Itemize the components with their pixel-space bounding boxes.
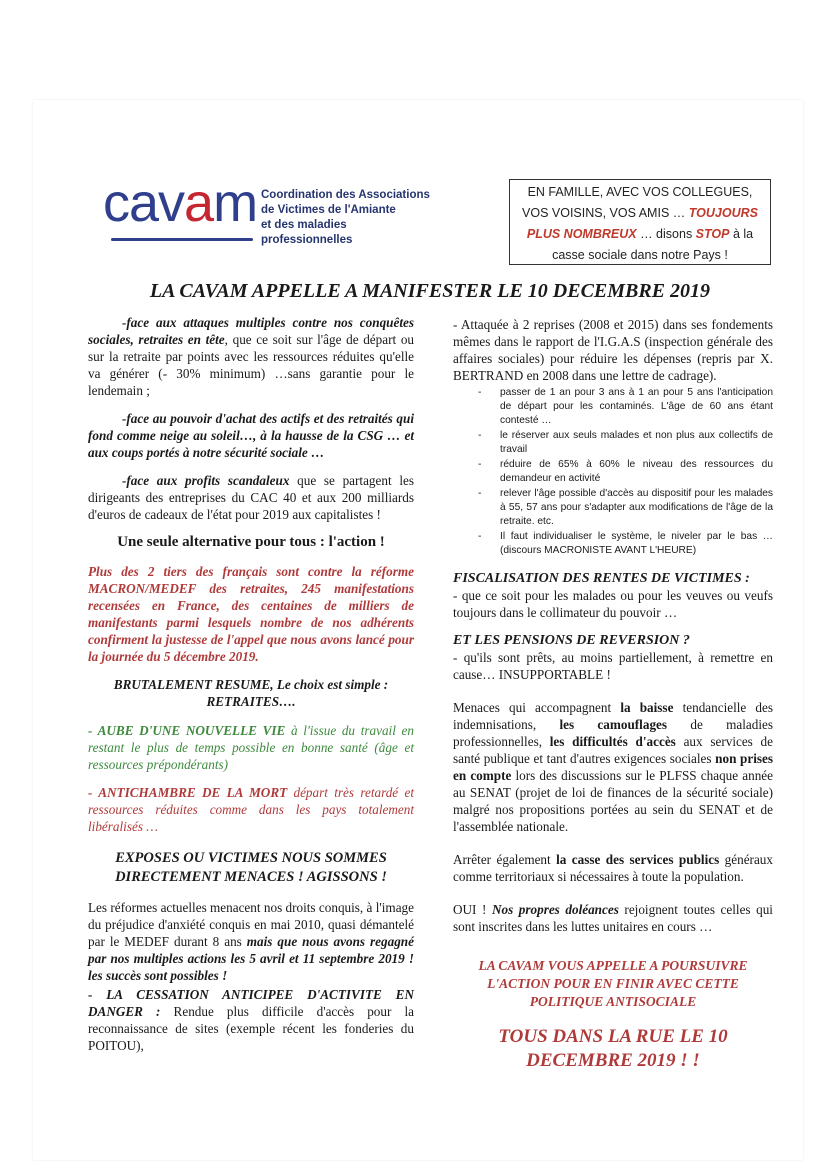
brutalement-line2: RETRAITES…. [206, 694, 296, 709]
para-pouvoir-achat: -face au pouvoir d'achat des actifs et des retraités qui fond comme neige au soleil…, à la hausse de la CSG … et aux coups portés à notre sécurité sociale … [88, 411, 414, 460]
callout-text-1: EN FAMILLE, AVEC VOS COLLEGUES, VOS VOISINS, VOS AMIS … [522, 185, 753, 220]
dash-bullet: - [478, 531, 482, 542]
menaces-bold-3: les difficultés d'accès [549, 734, 676, 749]
logo-letter-m: m [213, 173, 258, 233]
dash-bullet: - [478, 430, 482, 441]
section-title-alternative: Une seule alternative pour tous : l'action ! [117, 534, 385, 550]
list-item [478, 429, 773, 457]
brutalement-line1: BRUTALEMENT RESUME, Le choix est simple : [113, 677, 389, 692]
logo-underline [111, 238, 253, 241]
para-attaquee: - Attaquée à 2 reprises (2008 et 2015) dans ses fondements mêmes dans le rapport de l'I.G.A.S (inspection générale des affaires sociales) pour réduire les dépenses (repris par X. BERTRAND en 2008 dans une lettre de cadrage). [453, 317, 773, 383]
para-cessation [88, 986, 414, 1054]
closing-appeal: LA CAVAM VOUS APPELLE A POURSUIVRE L'ACTION POUR EN FINIR AVEC CETTE POLITIQUE ANTISOCIALE [478, 958, 748, 1009]
para-aube-bold: - AUBE D'UNE NOUVELLE VIE [88, 723, 286, 738]
right-column [453, 316, 773, 1073]
para-profits-bold: -face aux profits scandaleux [122, 473, 290, 488]
para-cessation-rest: Rendue plus difficile d'accès pour la reconnaissance de sites (exemple récent les fonderies du POITOU), [88, 1004, 414, 1053]
logo-subtitle [261, 188, 433, 248]
dash-bullet: - [478, 459, 482, 470]
para-reformes [88, 899, 414, 984]
logo-letter-a-red: a [184, 173, 214, 233]
cavam-logo [103, 175, 433, 251]
arreter-bold: la casse des services publics [556, 852, 720, 867]
logo-subtitle-line3: et des maladies professionnelles [261, 219, 353, 246]
para-fiscalisation: - que ce soit pour les malades ou pour les veuves ou veufs toujours dans le collimateur du pouvoir … [453, 588, 773, 620]
title-exposes [88, 849, 414, 887]
para-arreter [453, 851, 773, 885]
para-pensions: - qu'ils sont prêts, au moins partiellement, à remettre en cause… INSUPPORTABLE ! [453, 650, 773, 682]
para-profits-rest: que se partagent les dirigeants des entreprises du CAC 40 et aux 200 milliards d'euros de cadeaux de l'état pour 2019 aux capitalistes ! [88, 473, 414, 522]
callout-stop: STOP [695, 227, 730, 241]
title-pensions: ET LES PENSIONS DE REVERSION ? [453, 633, 690, 648]
para-menaces [453, 699, 773, 835]
menaces-text-2: tendancielle des indemnisations, [453, 700, 774, 732]
para-doleances [453, 901, 773, 935]
title-exposes-line1: EXPOSES OU VICTIMES NOUS SOMMES [115, 850, 387, 866]
para-antichambre-bold: - ANTICHAMBRE DE LA MORT [88, 785, 288, 800]
list-item [478, 487, 773, 529]
doleances-text: rejoignent toutes celles qui sont inscrites dans les luttes unitaires en cours … [453, 902, 773, 934]
para-manifestations: Plus des 2 tiers des français sont contre la réforme MACRON/MEDEF des retraites, 245 manifestations recensées en France, des centaines de milliers de manifestants parmi lesquels nombre de nos adhérents confirment la justesse de l'appel que nous avons lancé pour la journée du 5 décembre 2019. [88, 564, 414, 664]
logo-wordmark [103, 173, 257, 233]
title-fiscalisation: FISCALISATION DES RENTES DE VICTIMES : [453, 571, 750, 586]
para-reformes-rest: Les réformes actuelles menacent nos droits conquis, à l'image du préjudice d'anxiété conquis en mai 2010, quasi démantelé par le MEDEF durant 8 ans [88, 900, 414, 949]
list-item [478, 458, 773, 486]
measures-list [453, 386, 773, 558]
dash-bullet: - [478, 387, 482, 398]
headline: LA CAVAM APPELLE A MANIFESTER LE 10 DECEMBRE 2019 [149, 280, 711, 302]
callout-text-3: … disons [636, 227, 696, 241]
logo-letter-c: c [103, 173, 129, 233]
para-cessation-bold: - LA CESSATION ANTICIPEE D'ACTIVITE EN DANGER : [88, 987, 414, 1019]
brutalement-resume [88, 676, 414, 710]
dash-bullet: - [478, 488, 482, 499]
closing-rally: TOUS DANS LA RUE LE 10 DECEMBRE 2019 ! ! [498, 1026, 728, 1071]
doleances-bold: Nos propres doléances [491, 902, 619, 917]
list-item-text: passer de 1 an pour 3 ans à 1 an pour 5 ans l'anticipation de départ pour les contaminés. L'âge de 60 ans étant contesté … [500, 387, 773, 426]
list-item-text: Il faut individualiser le système, le niveler par le bas … (discours MACRONISTE AVANT L'HEURE) [500, 531, 773, 556]
title-exposes-line2: DIRECTEMENT MENACES ! AGISSONS ! [115, 869, 387, 885]
menaces-bold-4: non prises en compte [453, 751, 774, 783]
list-item [478, 386, 773, 428]
logo-subtitle-line2: de Victimes de l'Amiante [261, 204, 396, 216]
para-antichambre [88, 784, 414, 835]
menaces-text-5: lors des discussions sur le PLFSS chaque année au SENAT (projet de loi de finances de la sécurité sociale) malgré nos propositions portées au sein du SENAT et de l'assemblée nationale. [453, 768, 774, 834]
para-attaques-rest: , que ce soit sur l'âge de départ ou sur la retraite par points avec les ressources réduites qu'elle va générer (- 30% minimum) …sans garantie pour le lendemain ; [88, 332, 415, 398]
para-reformes-bold: mais que nous avons regagné par nos multiples actions les 5 avril et 11 septembre 2019 ! les succès sont possibles ! [88, 934, 414, 983]
menaces-bold-2: les camouflages [559, 717, 668, 732]
logo-subtitle-line1: Coordination des Associations [261, 189, 430, 201]
para-profits [88, 472, 414, 523]
oui-text: OUI ! [453, 902, 492, 917]
list-item-text: réduire de 65% à 60% le niveau des ressources du demandeur en activité [500, 459, 773, 484]
logo-letters-av: av [129, 173, 185, 233]
menaces-text-4: aux services de santé publique et tant d'autres exigences sociales [453, 734, 773, 766]
para-attaques-bold: -face aux attaques multiples contre nos conquêtes sociales, retraites en tête [88, 315, 414, 347]
para-aube-rest: à l'issue du travail en restant le plus de temps possible en bonne santé (âge et ressources prépondérants) [88, 723, 414, 772]
para-aube [88, 722, 414, 773]
menaces-text-3: de maladies professionnelles, [453, 717, 773, 749]
list-item [478, 530, 773, 558]
callout-text-5: à la casse sociale dans notre Pays ! [552, 227, 754, 262]
callout-toujours: TOUJOURS PLUS NOMBREUX [526, 206, 758, 241]
arreter-text-1: Arrêter également [453, 852, 557, 867]
list-item-text: relever l'âge possible d'accès au dispositif pour les malades à 55, 57 ans pour s'adapter aux modifications de l'âge de la retraite. etc. [500, 488, 773, 527]
arreter-text-2: généraux comme territoriaux si nécessaires à toute la population. [453, 852, 773, 884]
para-attaques [88, 314, 414, 399]
para-antichambre-rest: départ très retardé et ressources réduites comme dans les pays totalement libéralisés … [88, 785, 414, 834]
left-column [88, 314, 414, 1065]
callout-box [509, 179, 771, 265]
menaces-text-1: Menaces qui accompagnent [453, 700, 621, 715]
menaces-bold-1: la baisse [620, 700, 674, 715]
list-item-text: le réserver aux seuls malades et non plus aux collectifs de travail [500, 430, 773, 455]
